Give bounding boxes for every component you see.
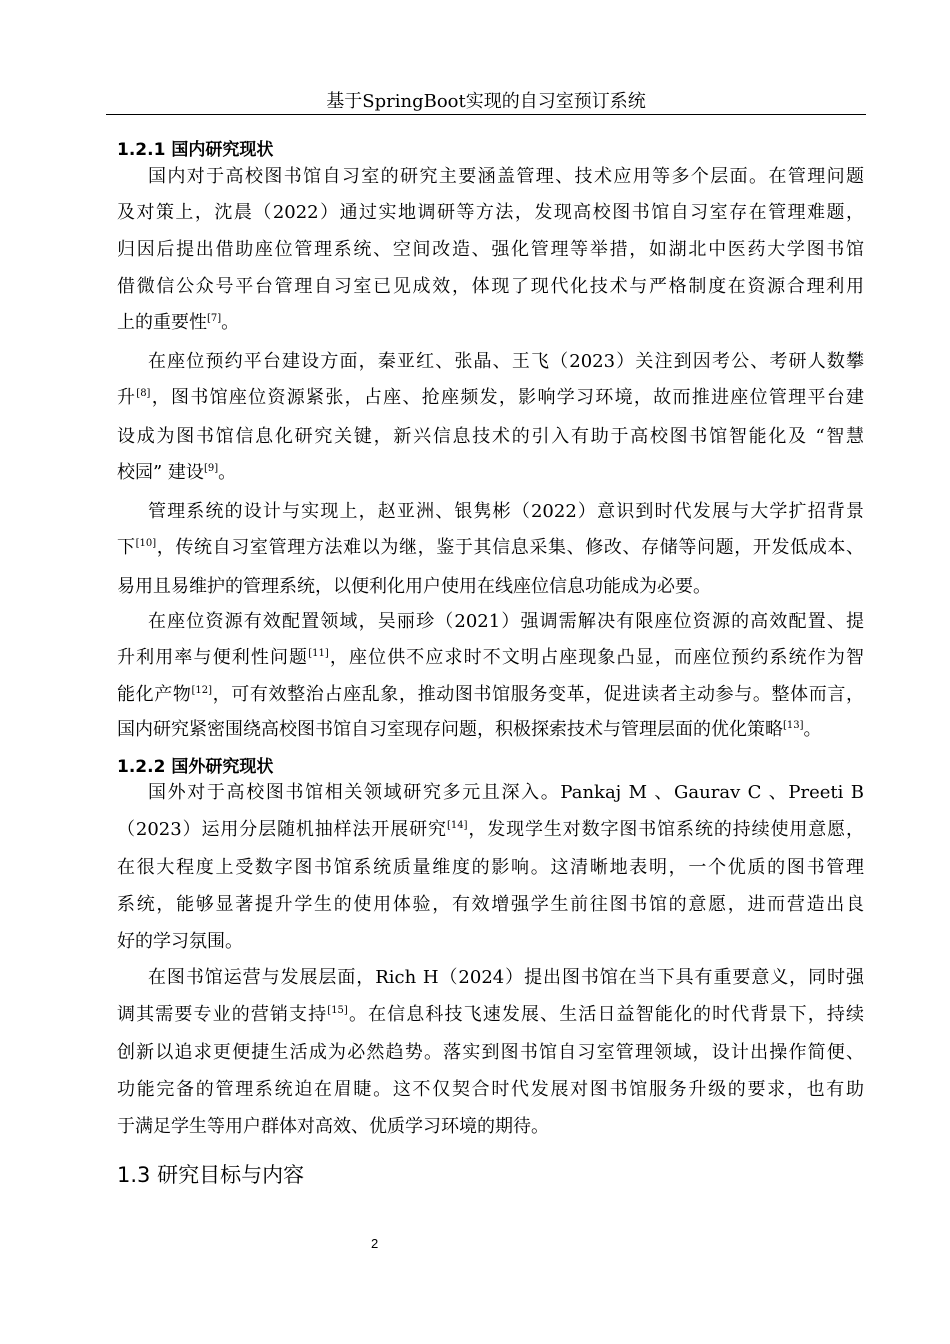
text-line <box>117 893 864 917</box>
text-line <box>117 1115 549 1139</box>
citation-ref: [13] <box>783 720 804 731</box>
text-run: 国外对于高校图书馆相关领域研究多元且深入。Pankaj M 、Gaurav C 、Preeti B <box>148 782 864 803</box>
text-line <box>148 350 864 374</box>
text-run: 借微信公众号平台管理自习室已见成效，体现了现代化技术与严格制度在资源合理利用 <box>117 276 864 297</box>
text-run: ，可有效整治占座乱象，推动图书馆服务变革，促进读者主动参与。整体而言， <box>212 684 865 705</box>
text-run: 能化产物 <box>117 684 192 705</box>
text-run: 升利用率与便利性问题 <box>117 647 309 668</box>
text-line <box>117 238 864 262</box>
text-run: 。在信息科技飞速发展、生活日益智能化的时代背景下，持续 <box>347 1004 865 1025</box>
citation-ref: [9] <box>203 463 219 474</box>
text-line <box>148 781 864 805</box>
text-line <box>148 966 864 990</box>
text-line <box>117 461 236 485</box>
text-run: 及对策上，沈晨（2022）通过实地调研等方法，发现高校图书馆自习室存在管理难题， <box>117 202 864 223</box>
text-run: 国内研究紧密围绕高校图书馆自习室现存问题，积极探索技术与管理层面的优化策略 <box>117 719 783 740</box>
text-line <box>117 646 864 670</box>
text-run: 国内对于高校图书馆自习室的研究主要涵盖管理、技术应用等多个层面。在管理问题 <box>148 166 864 187</box>
citation-ref: [14] <box>446 820 468 831</box>
citation-ref: [8] <box>136 388 151 399</box>
text-line <box>117 856 864 880</box>
page-number: 2 <box>371 1236 379 1251</box>
text-run: 归因后提出借助座位管理系统、空间改造、强化管理等举措，如湖北中医药大学图书馆 <box>117 239 864 260</box>
citation-ref: [10] <box>135 538 157 549</box>
text-line <box>117 536 864 560</box>
text-line <box>117 311 239 335</box>
text-run: 校园” 建设 <box>117 462 204 483</box>
text-run: ，发现学生对数字图书馆系统的持续使用意愿， <box>467 819 865 840</box>
text-line <box>117 201 864 225</box>
text-run: ，图书馆座位资源紧张，占座、抢座频发，影响学习环境，故而推进座位管理平台建 <box>150 387 865 408</box>
text-line <box>117 275 864 299</box>
text-line <box>148 165 864 189</box>
text-line <box>117 1003 864 1027</box>
text-run: ，传统自习室管理方法难以为继，鉴于其信息采集、修改、存储等问题，开发低成本、 <box>156 537 865 558</box>
text-run: 管理系统的设计与实现上，赵亚洲、银隽彬（2022）意识到时代发展与大学扩招背景 <box>148 501 864 522</box>
text-line <box>117 1041 864 1065</box>
text-line <box>117 683 864 707</box>
text-line <box>117 425 864 449</box>
text-run: 在座位预约平台建设方面，秦亚红、张晶、王飞（2023）关注到因考公、考研人数攀 <box>148 351 864 372</box>
text-line <box>117 386 864 410</box>
text-line <box>117 818 864 842</box>
citation-ref: [12] <box>191 685 213 696</box>
text-line <box>148 500 864 524</box>
section-heading-1-3: 1.3 研究目标与内容 <box>117 1163 305 1187</box>
text-run: 功能完备的管理系统迫在眉睫。这不仅契合时代发展对图书馆服务升级的要求，也有助 <box>117 1079 864 1100</box>
section-heading-1-2-2: 1.2.2 国外研究现状 <box>117 757 274 777</box>
text-run: 好的学习氛围。 <box>117 931 243 952</box>
text-line <box>117 930 243 954</box>
citation-ref: [11] <box>308 648 329 659</box>
text-run: 创新以追求更便捷生活成为必然趋势。落实到图书馆自习室管理领域，设计出操作简便、 <box>117 1042 864 1063</box>
text-line <box>117 718 822 742</box>
text-run: 上的重要性 <box>117 312 207 333</box>
text-run: 。 <box>221 312 240 333</box>
text-line <box>148 610 864 634</box>
text-run: 调其需要专业的营销支持 <box>117 1004 328 1025</box>
text-run: 下 <box>117 537 136 558</box>
text-run: （2023）运用分层随机抽样法开展研究 <box>117 819 447 840</box>
running-header: 基于SpringBoot实现的自习室预订系统 <box>326 91 646 112</box>
text-line <box>117 575 711 599</box>
text-run: 易用且易维护的管理系统，以便利化用户使用在线座位信息功能成为必要。 <box>117 576 711 597</box>
section-heading-1-2-1: 1.2.1 国内研究现状 <box>117 140 274 160</box>
text-run: 在图书馆运营与发展层面，Rich H（2024）提出图书馆在当下具有重要意义，同时强 <box>148 967 864 988</box>
text-run: ，座位供不应求时不文明占座现象凸显，而座位预约系统作为智 <box>328 647 865 668</box>
text-line <box>117 1078 864 1102</box>
citation-ref: [7] <box>207 313 222 324</box>
text-run: 。 <box>218 462 237 483</box>
text-run: 。 <box>803 719 822 740</box>
citation-ref: [15] <box>327 1005 348 1016</box>
text-run: 在很大程度上受数字图书馆系统质量维度的影响。这清晰地表明，一个优质的图书管理 <box>117 857 864 878</box>
text-run: 设成为图书馆信息化研究关键，新兴信息技术的引入有助于高校图书馆智能化及 “智慧 <box>117 426 864 447</box>
text-run: 升 <box>117 387 137 408</box>
text-run: 于满足学生等用户群体对高效、优质学习环境的期待。 <box>117 1116 549 1137</box>
text-run: 在座位资源有效配置领域，吴丽珍（2021）强调需解决有限座位资源的高效配置、提 <box>148 611 864 632</box>
header-rule <box>106 114 866 115</box>
text-run: 系统，能够显著提升学生的使用体验，有效增强学生前往图书馆的意愿，进而营造出良 <box>117 894 864 915</box>
